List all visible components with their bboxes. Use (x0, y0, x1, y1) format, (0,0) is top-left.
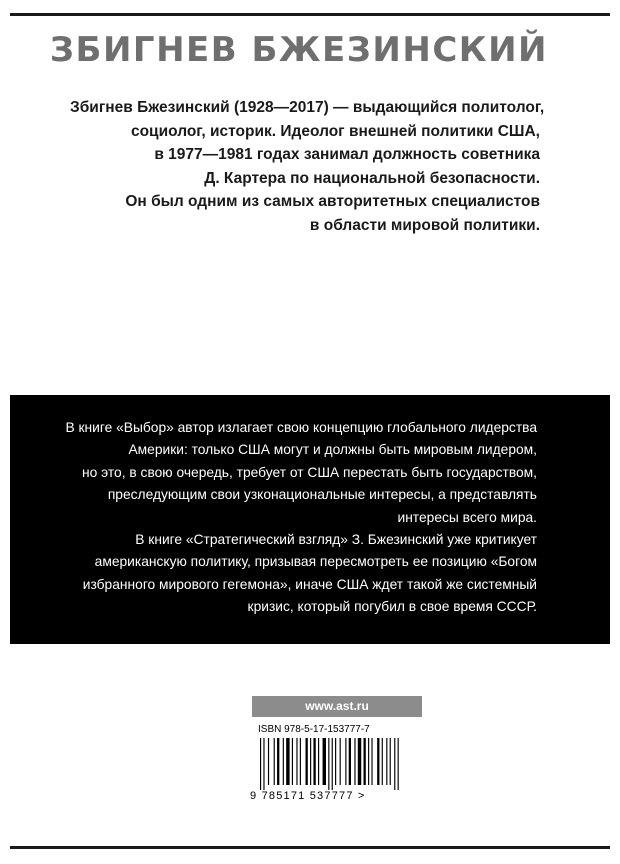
book-blurb (37, 417, 537, 619)
blurb-line: интересы всего мира. (397, 509, 537, 525)
isbn-label: ISBN 978-5-17-153777-7 (258, 724, 370, 735)
bio-line: социолог, историк. Идеолог внешней политики США, (130, 122, 540, 140)
blurb-line: В книге «Выбор» автор излагает свою концепцию глобального лидерства (65, 420, 537, 435)
barcode-block (250, 720, 424, 802)
top-rule (10, 13, 610, 16)
barcode-icon (254, 738, 420, 790)
bio-line: Он был одним из самых авторитетных специалистов (125, 193, 540, 211)
author-name: ЗБИГНЕВ БЖЕЗИНСКИЙ (49, 30, 548, 70)
author-bio (70, 96, 545, 238)
blurb-line: В книге «Стратегический взгляд» З. Бжезинский уже критикует (135, 532, 537, 548)
bio-line: Збигнев Бжезинский (1928—2017) — выдающийся политолог, (70, 99, 545, 116)
publisher-website: www.ast.ru (252, 696, 422, 717)
bio-line: Д. Картера по национальной безопасности. (204, 169, 540, 187)
blurb-line: преследующим свои узконациональные интересы, а представлять (107, 487, 537, 503)
bio-line: в 1977—1981 годах занимал должность советника (154, 146, 540, 164)
blurb-line: Америки: только США могут и должны быть мировым лидером, (128, 442, 537, 458)
blurb-line: но это, в свою очередь, требует от США перестать быть государством, (82, 464, 537, 480)
blurb-line: избранного мирового гегемона», иначе США ждет такой же системный (82, 576, 537, 592)
blurb-line: кризис, который погубил в свое время СССР. (247, 599, 537, 615)
barcode-digits: 9 785171 537777 > (250, 790, 366, 802)
bio-line: в области мировой политики. (309, 216, 540, 234)
blurb-line: американскую политику, призывая пересмотреть ее позицию «Богом (94, 554, 537, 570)
blurb-panel (10, 395, 610, 644)
bottom-rule (10, 846, 610, 849)
